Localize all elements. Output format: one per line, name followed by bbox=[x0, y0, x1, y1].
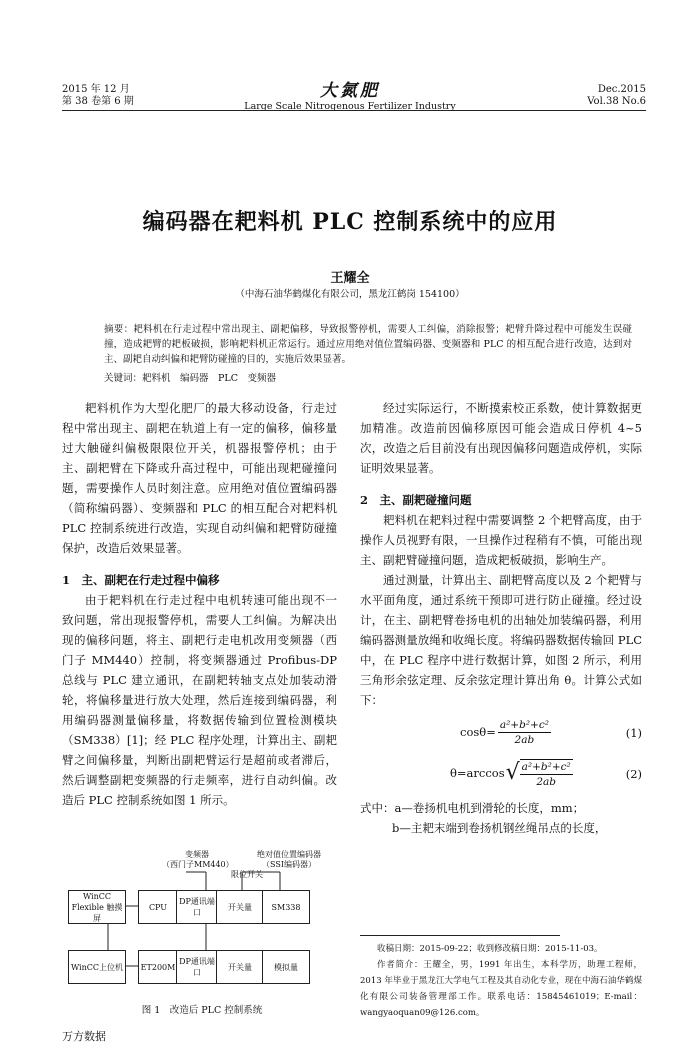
keywords: 关键词：耙料机 编码器 PLC 变频器 bbox=[104, 373, 276, 384]
header-rule bbox=[62, 110, 646, 111]
section-1-heading: 1 主、副耙在行走过程中偏移 bbox=[62, 573, 220, 587]
article-title: 编码器在耙料机 PLC 控制系统中的应用 bbox=[142, 209, 558, 235]
abstract: 摘要：耙料机在行走过程中常出现主、副耙偏移，导致报警停机，需要人工纠偏，消除报警；耙臂升降过程中可能发生误碰撞，造成耙臂的耙板破损，影响耙料机正常运行。通过应用绝对值位置编码器、变频器和 PLC 的相互配合进行改造，达到对主、副耙自动纠偏和耙臂防碰撞的目的，实施后效果显著。 bbox=[104, 324, 632, 365]
label-encoder bbox=[244, 850, 334, 870]
label-inverter-model: （西门子MM440） bbox=[162, 860, 234, 869]
formula-1-denominator: 2ab bbox=[514, 733, 535, 746]
label-limit-switch: 限位开关 bbox=[231, 870, 263, 879]
variable-definition-a: 式中：a—卷扬机电机到滑轮的长度，mm； bbox=[360, 801, 585, 815]
box-analog: 模拟量 bbox=[262, 950, 310, 984]
intro-paragraph: 耙料机作为大型化肥厂的最大移动设备，行走过程中常出现主、副耙在轨道上有一定的偏移，偏移量过大触碰纠偏极限限位开关，机器报警停机；由于主、副耙臂在下降或升高过程中，可能出现耙碰撞问题，需要操作人员时刻注意。应用绝对值位置编码器（简称编码器）、变频器和 PLC 的相互配合对耙料机 PLC 控制系统进行改造，实现自动纠偏和耙臂防碰撞保护，改造后效果显著。 bbox=[62, 401, 337, 555]
sqrt-icon: √ bbox=[505, 760, 520, 785]
figure-1-caption: 图 1 改造后 PLC 控制系统 bbox=[141, 1005, 263, 1016]
header-date-en: Dec.2015 bbox=[597, 84, 646, 95]
journal-english-name: Large Scale Nitrogenous Fertilizer Industry bbox=[244, 101, 456, 112]
box-digital-2: 开关量 bbox=[216, 950, 264, 984]
label-encoder-text: 绝对值位置编码器 bbox=[257, 850, 321, 859]
author-affiliation: （中海石油华鹤煤化有限公司，黑龙江鹤岗 154100） bbox=[235, 289, 465, 300]
box-sm338: SM338 bbox=[262, 890, 310, 924]
footnote-author-bio: 作者简介：王耀全，男，1991 年出生，本科学历，助理工程师，2013 年毕业于黑龙江大学电气工程及其自动化专业，现在中海石油华鹤煤化有限公司装备管理部工作。联系电话：15845461019；E-mail：wangyaoquan09@126.com。 bbox=[360, 960, 642, 1018]
formula-1-numerator: a²+b²+c² bbox=[499, 718, 549, 731]
right-column bbox=[360, 398, 642, 838]
box-dp-port-2: DP通讯端口 bbox=[176, 950, 218, 984]
section-1-body: 由于耙料机在行走过程中电机转速可能出现不一致问题，常出现报警停机，需要人工纠偏。为解决出现的偏移问题，将主、副耙行走电机改用变频器（西门子 MM440）控制，将变频器通过 Profibus-DP 总线与 PLC 建立通讯，在副耙转轴支点处加装动滑轮，将偏移量进行放大处理，然后连接到编码器，利用编码器测量偏移量，将数据传输到位置检测模块（SM338）[1]；经 PLC 程序处理，计算出主、副耙臂之间偏移量，判断出副耙臂运行是超前或者滞后，然后调整副耙变频器的行走频率，进行自动纠偏。改造后 PLC 控制系统如图 1 所示。 bbox=[62, 593, 337, 807]
box-cpu: CPU bbox=[138, 890, 178, 924]
formula-2 bbox=[360, 754, 642, 794]
figure-1 bbox=[62, 850, 342, 1000]
formula-1-lhs: cosθ= bbox=[460, 725, 496, 739]
formula-2-number: (2) bbox=[625, 767, 642, 781]
header-volume-en: Vol.38 No.6 bbox=[587, 96, 646, 107]
watermark: 万方数据 bbox=[62, 1030, 106, 1043]
label-encoder-model: （SSI编码器） bbox=[262, 860, 316, 869]
box-wincc-host: WinCC上位机 bbox=[68, 950, 126, 984]
box-digital-1: 开关量 bbox=[216, 890, 264, 924]
right-paragraph-1: 经过实际运行，不断摸索校正系数，使计算数据更加精准。改造前因偏移原因可能会造成日停机 4~5 次，改造之后目前没有出现因偏移问题造成停机，实际证明效果显著。 bbox=[360, 401, 642, 475]
header-date-volume-en bbox=[587, 84, 646, 108]
formula-1-number: (1) bbox=[625, 726, 642, 740]
box-wincc-flexible: WinCC Flexible 触摸屏 bbox=[68, 890, 126, 924]
label-inverter-text: 变频器 bbox=[185, 850, 209, 859]
formula-2-numerator: a²+b²+c² bbox=[521, 761, 571, 773]
label-inverter bbox=[162, 850, 232, 870]
footnote-received: 收稿日期：2015-09-22；收到修改稿日期：2015-11-03。 bbox=[377, 944, 603, 954]
formula-1 bbox=[360, 714, 642, 752]
left-column bbox=[62, 398, 337, 810]
footnote bbox=[360, 941, 642, 1021]
header-date: 2015 年 12 月 bbox=[62, 84, 130, 95]
author-name: 王耀全 bbox=[330, 271, 370, 286]
formula-2-denominator: 2ab bbox=[536, 776, 557, 788]
section-2-paragraph-1: 耙料机在耙料过程中需要调整 2 个耙臂高度，由于操作人员视野有限，一旦操作过程稍有不慎，可能出现主、副耙臂碰撞问题，造成耙板破损，影响生产。 bbox=[360, 513, 642, 567]
box-dp-port-1: DP通讯端口 bbox=[176, 890, 218, 924]
formula-2-lhs: θ=arccos bbox=[450, 766, 505, 780]
variable-definition-b: b—主耙末端到卷扬机钢丝绳吊点的长度， bbox=[392, 821, 607, 835]
box-et200m: ET200M bbox=[138, 950, 178, 984]
section-2-heading: 2 主、副耙碰撞问题 bbox=[360, 493, 472, 507]
section-2-paragraph-2: 通过测量，计算出主、副耙臂高度以及 2 个耙臂与水平面角度，通过系统干预即可进行防止碰撞。经过设计，在主、副耙臂卷扬电机的出轴处加装编码器，利用编码器测量放绳和收绳长度。将编码器数据传输回 PLC 中，在 PLC 程序中进行数据计算，如图 2 所示，利用三角形余弦定理、反余弦定理计算出角 θ。计算公式如下： bbox=[360, 573, 642, 707]
footnote-rule bbox=[360, 935, 560, 936]
header-volume-issue: 第 38 卷第 6 期 bbox=[62, 96, 134, 107]
journal-logo: 大氮肥 bbox=[320, 81, 380, 101]
